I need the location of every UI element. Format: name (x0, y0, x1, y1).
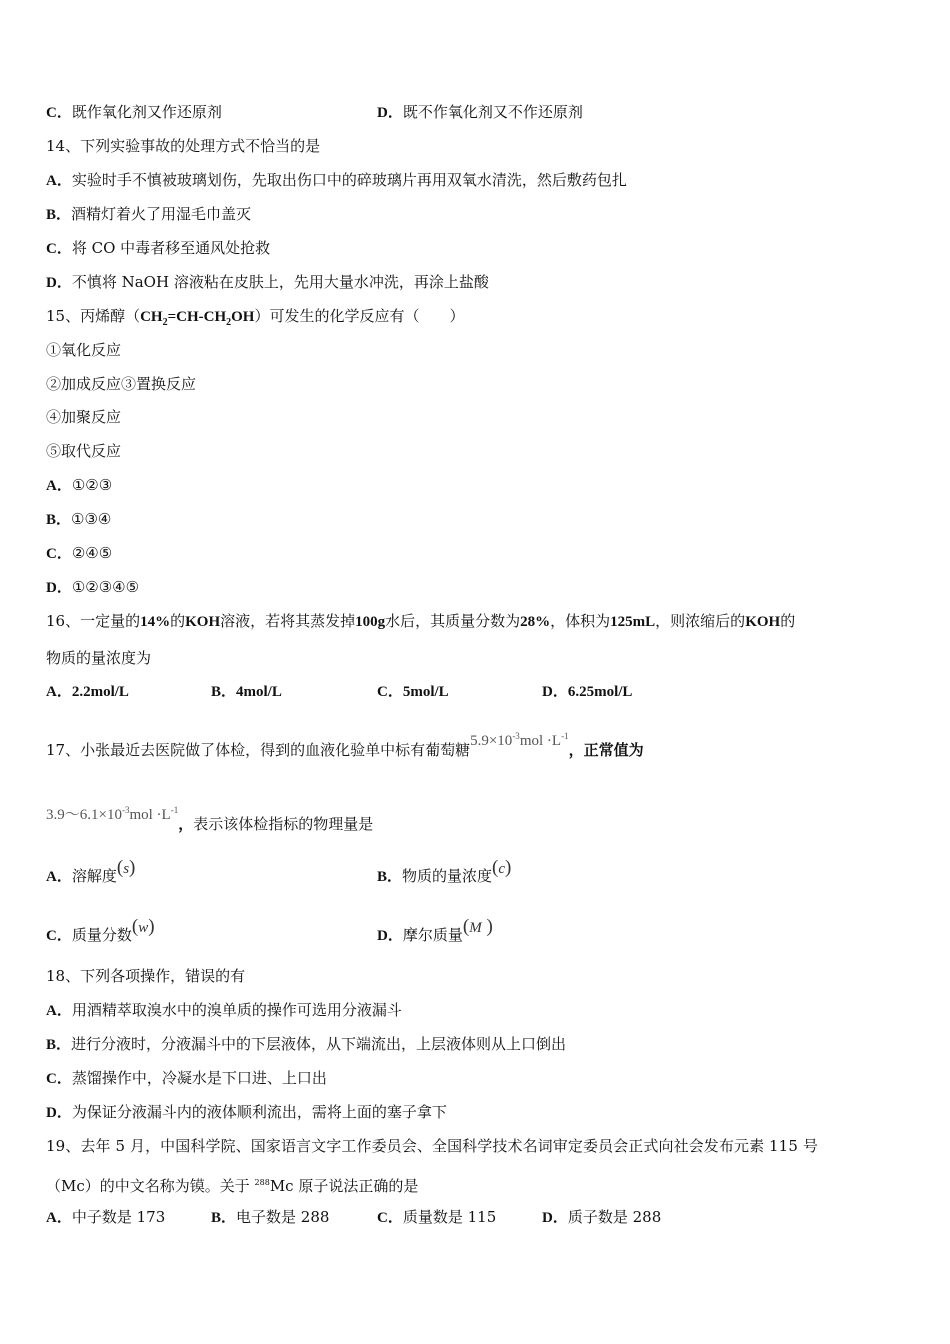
q13-option-d (377, 102, 583, 123)
option-letter: D． (542, 684, 568, 700)
symbol-var: w (138, 920, 149, 936)
symbol: (c) (492, 857, 512, 878)
q19-stem-line2 (46, 1173, 418, 1196)
q16-option-d (542, 681, 632, 702)
option-letter: A． (46, 1003, 72, 1019)
option-letter: B． (46, 1037, 72, 1053)
stem-text: ）可发生的化学反应有（ ） (254, 307, 465, 325)
q14-option-a (46, 170, 627, 191)
q14-option-d (46, 272, 489, 293)
stem-text: 原子说法正确的是 (298, 1177, 419, 1195)
option-letter: A． (46, 478, 72, 494)
option-letter: B． (46, 512, 72, 528)
q19-option-b (211, 1207, 329, 1228)
q17-option-c (46, 916, 155, 944)
q16-stem (46, 611, 795, 632)
math-sup: -3 (121, 805, 130, 815)
isotope-symbol: Mc (269, 1177, 294, 1195)
option-letter: A． (46, 173, 72, 189)
option-text: 物质的量浓度 (402, 867, 493, 885)
math-part: mol ·L (129, 807, 171, 823)
option-letter: A． (46, 869, 72, 885)
option-letter: B． (46, 207, 72, 223)
q15-item-2: ②加成反应③置换反应 (46, 375, 197, 393)
q19-option-a (46, 1207, 165, 1228)
glucose-value (470, 733, 568, 749)
option-letter: B． (211, 684, 237, 700)
option-text: 电子数是 288 (236, 1208, 330, 1226)
option-letter: C． (46, 105, 72, 121)
q18-option-b (46, 1034, 566, 1055)
math-part: 3.9～6.1×10 (46, 807, 122, 823)
q17-stem-line2 (46, 788, 373, 847)
option-letter: D． (377, 928, 403, 944)
option-letter: D． (46, 275, 72, 291)
math-sup: -1 (561, 731, 569, 741)
math-sup: -3 (512, 731, 520, 741)
option-text: 既不作氧化剂又不作还原剂 (402, 103, 583, 121)
option-letter: C． (377, 1210, 403, 1226)
stem-text: ， (178, 817, 194, 833)
option-letter: D． (542, 1210, 568, 1226)
symbol: (M ) (462, 916, 493, 937)
q16-option-c (377, 681, 449, 702)
stem-text: 水后，其质量分数为 (385, 612, 521, 630)
option-text: ①②③④⑤ (71, 578, 140, 596)
stem-text: ，正常值为 (568, 743, 644, 759)
q15-option-b (46, 509, 111, 530)
option-text: 用酒精萃取溴水中的溴单质的操作可选用分液漏斗 (71, 1001, 402, 1019)
q17-options-row1 (46, 846, 512, 899)
q13-option-c (46, 102, 583, 123)
formula (140, 309, 255, 328)
option-text: ②④⑤ (71, 544, 113, 562)
q16-stem-line2: 物质的量浓度为 (46, 649, 152, 667)
option-text: 质量分数 (71, 926, 132, 944)
formula-part: OH (231, 309, 255, 325)
q14-option-c (46, 238, 270, 259)
option-text: ①③④ (71, 510, 112, 528)
option-text: 2.2mol/L (71, 684, 129, 700)
formula-part: CH (140, 309, 163, 325)
q18-option-c (46, 1068, 327, 1089)
symbol-var: M (469, 920, 482, 936)
option-letter: C． (46, 1071, 72, 1087)
option-letter: D． (46, 580, 72, 596)
formula-sub: 2 (162, 317, 168, 328)
option-letter: A． (46, 684, 72, 700)
q16-option-b (211, 681, 282, 702)
option-text: 不慎将 NaOH 溶液粘在皮肤上，先用大量水冲洗，再涂上盐酸 (71, 273, 489, 291)
q17-option-b (377, 846, 511, 899)
q18-option-d (46, 1102, 447, 1123)
option-text: 6.25mol/L (567, 684, 633, 700)
stem-value: 28% (520, 614, 551, 630)
q15-item-1: ①氧化反应 (46, 341, 122, 359)
math-part: mol ·L (519, 733, 562, 749)
stem-text: 15、丙烯醇（ (46, 307, 141, 325)
q19-option-c (377, 1207, 496, 1228)
option-text: 质量数是 115 (402, 1208, 497, 1226)
option-text: 酒精灯着火了用湿毛巾盖灭 (71, 205, 252, 223)
option-text: 进行分液时，分液漏斗中的下层液体，从下端流出，上层液体则从上口倒出 (71, 1035, 567, 1053)
stem-value: KOH (745, 614, 781, 630)
option-letter: D． (46, 1105, 72, 1121)
option-text: 5mol/L (402, 684, 449, 700)
q17-option-a (46, 857, 136, 885)
option-text: 将 CO 中毒者移至通风处抢救 (71, 239, 271, 257)
symbol-var: c (498, 861, 506, 877)
q17-stem (46, 714, 644, 773)
option-letter: A． (46, 1210, 72, 1226)
q16-option-a (46, 681, 129, 702)
isotope-mass: 288 (254, 1178, 270, 1187)
option-letter: D． (377, 105, 403, 121)
q18-stem: 18、下列各项操作，错误的有 (46, 967, 246, 985)
q17-option-d (377, 905, 493, 958)
option-text: 4mol/L (236, 684, 282, 700)
q15-option-c (46, 543, 112, 564)
stem-text: 17、小张最近去医院做了体检，得到的血液化验单中标有葡萄糖 (46, 741, 471, 759)
option-letter: B． (211, 1210, 237, 1226)
q15-item-3: ④加聚反应 (46, 408, 122, 426)
option-letter: C． (46, 546, 72, 562)
q15-option-a (46, 475, 112, 496)
option-text: 溶解度 (71, 867, 117, 885)
option-text: 既作氧化剂又作还原剂 (71, 103, 222, 121)
option-letter: C． (46, 928, 72, 944)
option-text: 中子数是 173 (71, 1208, 166, 1226)
option-text: 摩尔质量 (402, 926, 463, 944)
stem-text: 的 (170, 612, 186, 630)
normal-range-value (46, 807, 178, 823)
option-letter: C． (46, 241, 72, 257)
option-letter: C． (377, 684, 403, 700)
option-letter: B． (377, 869, 403, 885)
stem-text: ，体积为 (550, 612, 611, 630)
formula-part: =CH-CH (167, 309, 227, 325)
stem-text: ，则浓缩后的 (655, 612, 746, 630)
stem-text: 表示该体检指标的物理量是 (193, 815, 374, 833)
option-text: 蒸馏操作中，冷凝水是下口进、上口出 (71, 1069, 327, 1087)
stem-text: 16、一定量的 (46, 612, 141, 630)
q19-option-d (542, 1207, 661, 1228)
q15-item-4: ⑤取代反应 (46, 442, 122, 460)
q18-option-a (46, 1000, 402, 1021)
stem-text: （Mc）的中文名称为镆。关于 (46, 1177, 250, 1195)
stem-value: 14% (140, 614, 171, 630)
math-sup: -1 (170, 805, 179, 815)
stem-value: 100g (355, 614, 386, 630)
q15-option-d (46, 577, 139, 598)
stem-value: KOH (185, 614, 221, 630)
option-text: ①②③ (71, 476, 113, 494)
symbol: (w) (131, 916, 155, 937)
q14-option-b (46, 204, 251, 225)
option-text: 实验时手不慎被玻璃划伤，先取出伤口中的碎玻璃片再用双氧水清洗，然后敷药包扎 (71, 171, 627, 189)
symbol: (s) (116, 857, 136, 878)
stem-text: 溶液，若将其蒸发掉 (220, 612, 356, 630)
option-text: 质子数是 288 (567, 1208, 662, 1226)
symbol-var: s (123, 861, 130, 877)
math-part: 5.9×10 (470, 733, 513, 749)
stem-value: 125mL (610, 614, 656, 630)
stem-text: 的 (780, 612, 796, 630)
q14-stem: 14、下列实验事故的处理方式不恰当的是 (46, 137, 321, 155)
q17-options-row2 (46, 905, 493, 958)
q19-stem: 19、去年 5 月，中国科学院、国家语言文字工作委员会、全国科学技术名词审定委员会正式向社会发布元素 115 号 (46, 1137, 818, 1155)
formula-sub: 2 (226, 317, 232, 328)
q15-stem (46, 306, 465, 333)
option-text: 为保证分液漏斗内的液体顺利流出，需将上面的塞子拿下 (71, 1103, 447, 1121)
